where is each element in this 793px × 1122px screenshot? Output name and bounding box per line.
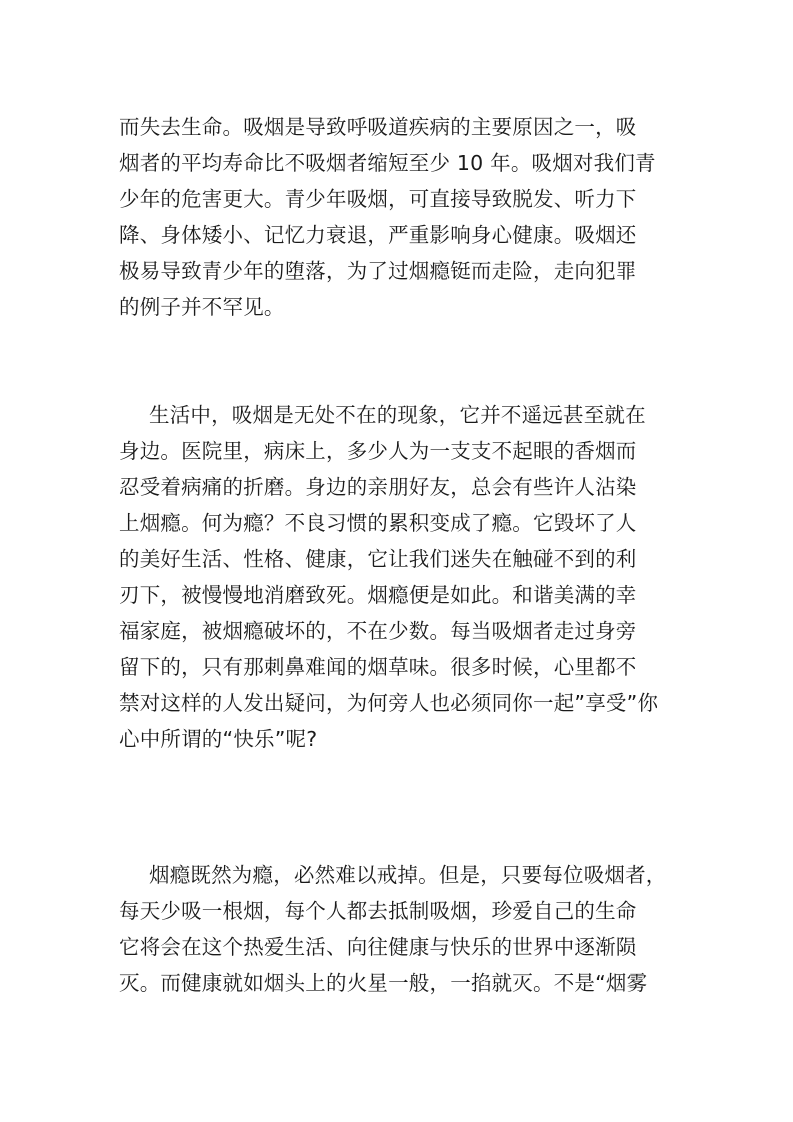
text-line: 忍受着病痛的折磨。身边的亲朋好友，总会有些许人沾染 (119, 475, 637, 499)
text-line: 身边。医院里，病床上，多少人为一支支不起眼的香烟而 (119, 439, 637, 463)
text-line: 它将会在这个热爱生活、向往健康与快乐的世界中逐渐陨 (119, 935, 637, 959)
text-line: 烟瘾既然为瘾，必然难以戒掉。但是，只要每位吸烟者， (149, 863, 667, 887)
text-line: 的美好生活、性格、健康，它让我们迷失在触碰不到的利 (119, 547, 637, 571)
text-line: 灭。而健康就如烟头上的火星一般，一掐就灭。不是“烟雾 (119, 971, 648, 995)
text-line: 而失去生命。吸烟是导致呼吸道疾病的主要原因之一，吸 (119, 115, 637, 139)
text-line: 每天少吸一根烟，每个人都去抵制吸烟，珍爱自己的生命 (119, 899, 637, 923)
text-line: 福家庭，被烟瘾破坏的，不在少数。每当吸烟者走过身旁 (119, 619, 637, 643)
text-line: 少年的危害更大。青少年吸烟，可直接导致脱发、听力下 (119, 187, 637, 211)
text-line: 上烟瘾。何为瘾？不良习惯的累积变成了瘾。它毁坏了人 (119, 511, 637, 535)
text-line: 留下的，只有那刺鼻难闻的烟草味。很多时候，心里都不 (119, 655, 637, 679)
text-line: 的例子并不罕见。 (119, 295, 285, 319)
text-line: 烟者的平均寿命比不吸烟者缩短至少 10 年。吸烟对我们青 (119, 151, 656, 175)
text-line: 生活中，吸烟是无处不在的现象，它并不遥远甚至就在 (149, 403, 646, 427)
text-line: 降、身体矮小、记忆力衰退，严重影响身心健康。吸烟还 (119, 223, 637, 247)
text-line: 刃下，被慢慢地消磨致死。烟瘾便是如此。和谐美满的幸 (119, 583, 637, 607)
text-line: 禁对这样的人发出疑问，为何旁人也必须同你一起”享受”你 (119, 691, 659, 715)
text-line: 极易导致青少年的堕落，为了过烟瘾铤而走险，走向犯罪 (119, 259, 637, 283)
text-line: 心中所谓的“快乐”呢? (119, 727, 318, 751)
